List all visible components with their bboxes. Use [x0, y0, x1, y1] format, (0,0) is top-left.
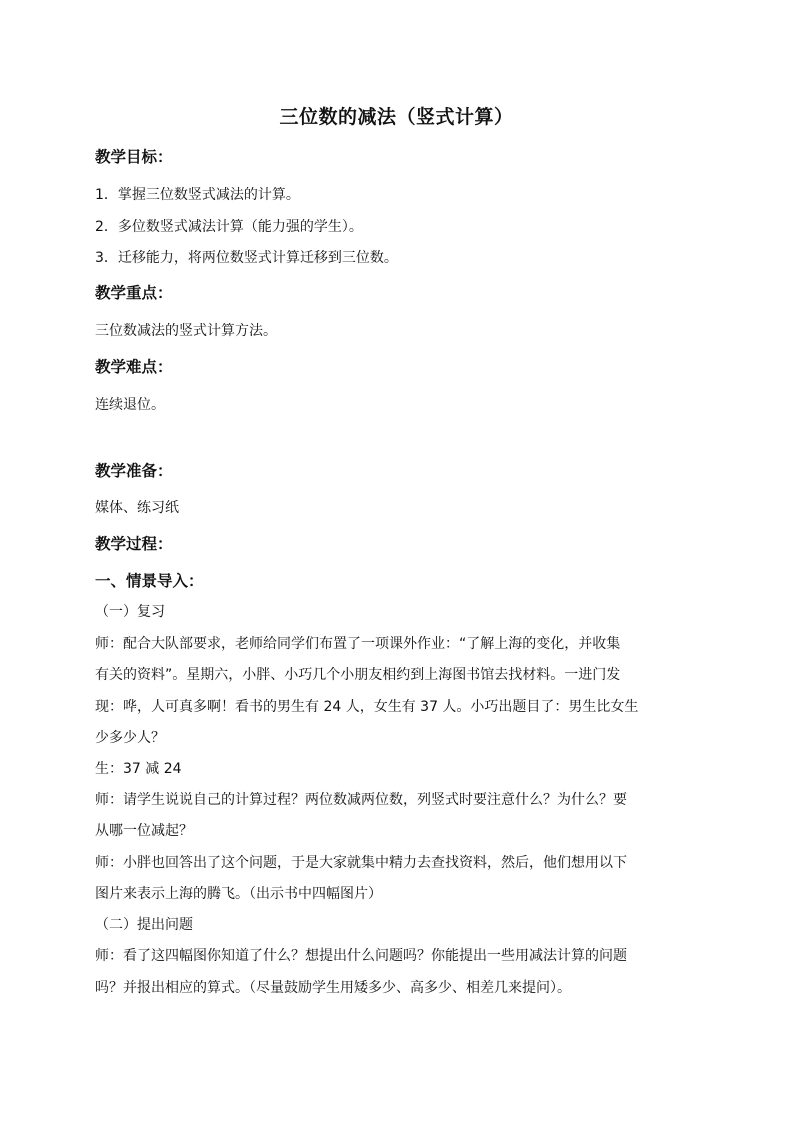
process-line-9: 图片来表示上海的腾飞。（出示书中四幅图片） — [95, 886, 382, 902]
goal-item-2: 2．多位数竖式减法计算（能力强的学生）。 — [95, 219, 363, 235]
process-line-1: 师：配合大队部要求，老师给同学们布置了一项课外作业：“了解上海的变化，并收集 — [95, 636, 621, 652]
process-line-5: 生：37 减 24 — [95, 761, 182, 777]
key-point-heading: 教学重点： — [95, 284, 173, 302]
part-one-label: （一）复习 — [95, 604, 165, 620]
process-line-8: 师：小胖也回答出了这个问题，于是大家就集中精力去查找资料，然后，他们想用以下 — [95, 855, 627, 871]
difficulty-text: 连续退位。 — [95, 397, 165, 413]
preparation-heading: 教学准备： — [95, 462, 173, 480]
part-two-label: （二）提出问题 — [95, 917, 193, 933]
goal-item-3: 3．迁移能力，将两位数竖式计算迁移到三位数。 — [95, 250, 398, 266]
process-heading: 教学过程： — [95, 535, 173, 553]
process-line-7: 从哪一位减起？ — [95, 823, 193, 839]
process-line-6: 师：请学生说说自己的计算过程？两位数减两位数，列竖式时要注意什么？为什么？要 — [95, 792, 627, 808]
process-line-2: 有关的资料”。星期六，小胖、小巧几个小朋友相约到上海图书馆去找材料。一进门发 — [95, 667, 621, 683]
process-line-11: 吗？并报出相应的算式。（尽量鼓励学生用矮多少、高多少、相差几来提问）。 — [95, 980, 571, 996]
goals-heading: 教学目标： — [95, 148, 173, 166]
document-title: 三位数的减法（竖式计算） — [279, 106, 514, 128]
key-point-text: 三位数减法的竖式计算方法。 — [95, 323, 277, 339]
section-one-heading: 一、情景导入： — [95, 572, 204, 590]
process-line-4: 少多少人？ — [95, 730, 165, 746]
process-line-3: 现：哗，人可真多啊！看书的男生有 24 人，女生有 37 人。小巧出题目了：男生比女生 — [95, 699, 639, 715]
goal-item-1: 1．掌握三位数竖式减法的计算。 — [95, 187, 300, 203]
preparation-text: 媒体、练习纸 — [95, 500, 179, 516]
process-line-10: 师：看了这四幅图你知道了什么？想提出什么问题吗？你能提出一些用减法计算的问题 — [95, 948, 627, 964]
difficulty-heading: 教学难点： — [95, 358, 173, 376]
